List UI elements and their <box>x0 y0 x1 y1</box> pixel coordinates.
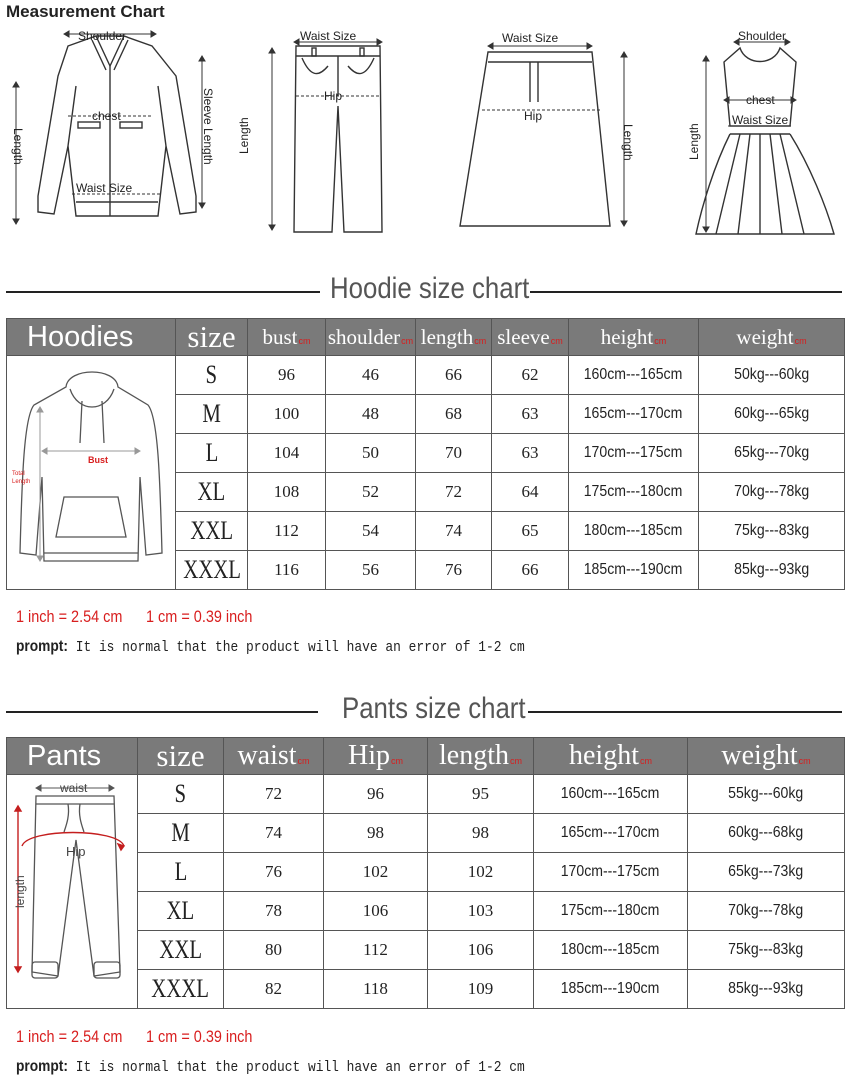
weight-cell: 75kg---83kg <box>699 512 845 551</box>
dress-waist-label: Waist Size <box>732 113 789 127</box>
shoulder-cell: 48 <box>326 395 416 434</box>
shoulder-cell: 50 <box>326 434 416 473</box>
length-cell: 72 <box>416 473 492 512</box>
pants-image <box>7 775 138 1009</box>
header-length: lengthcm <box>428 738 534 775</box>
weight-cell: 70kg---78kg <box>688 892 845 931</box>
height-cell: 170cm---175cm <box>534 853 688 892</box>
size-cell: L <box>138 853 224 892</box>
waist-cell: 72 <box>224 775 324 814</box>
bust-cell: 116 <box>248 551 326 590</box>
hoodie-image <box>7 356 176 590</box>
weight-cell: 60kg---68kg <box>688 814 845 853</box>
pants-image-hip-label: Hip <box>65 844 86 859</box>
prompt-text: It is normal that the product will have an error of 1-2 cm <box>67 639 525 656</box>
header-length: lengthcm <box>416 319 492 356</box>
unit-label: cm <box>510 756 522 766</box>
weight-cell: 70kg---78kg <box>699 473 845 512</box>
unit-label: cm <box>391 756 403 766</box>
measurement-chart-title: Measurement Chart <box>6 2 165 21</box>
size-cell: M <box>138 814 224 853</box>
length-cell: 95 <box>428 775 534 814</box>
height-cell: 160cm---165cm <box>534 775 688 814</box>
length-cell: 106 <box>428 931 534 970</box>
pants-header-row <box>7 738 845 775</box>
length-label: Length <box>11 479 30 485</box>
heading-rule-left <box>6 711 318 713</box>
weight-cell: 65kg---73kg <box>688 853 845 892</box>
prompt-note <box>16 638 525 656</box>
sleeve-cell: 64 <box>492 473 569 512</box>
header-weight: weightcm <box>699 319 845 356</box>
pants-hip-label: Hip <box>324 89 343 103</box>
length-cell: 66 <box>416 356 492 395</box>
header-height: heightcm <box>569 319 699 356</box>
header-bust: bustcm <box>248 319 326 356</box>
table-row <box>7 356 845 395</box>
bust-cell: 104 <box>248 434 326 473</box>
dress-shoulder-label: Shoulder <box>738 29 787 43</box>
skirt-waist-label: Waist Size <box>502 31 559 45</box>
weight-cell: 65kg---70kg <box>699 434 845 473</box>
bust-cell: 100 <box>248 395 326 434</box>
size-cell: XXXL <box>138 970 224 1009</box>
weight-cell: 75kg---83kg <box>688 931 845 970</box>
header-waist: waistcm <box>224 738 324 775</box>
size-cell: XL <box>138 892 224 931</box>
sleeve-cell: 63 <box>492 434 569 473</box>
bust-label: Bust <box>87 455 108 465</box>
size-cell: XXL <box>138 931 224 970</box>
unit-label: cm <box>401 335 414 346</box>
header-weight: weightcm <box>688 738 845 775</box>
size-cell: XXL <box>176 512 248 551</box>
heading-rule-right <box>528 711 842 713</box>
prompt-text: It is normal that the product will have an error of 1-2 cm <box>67 1059 525 1076</box>
height-cell: 165cm---170cm <box>534 814 688 853</box>
shoulder-cell: 52 <box>326 473 416 512</box>
pants-length-label: Length <box>237 117 251 154</box>
unit-label: cm <box>794 335 807 346</box>
hoodie-size-chart-title: Hoodie size chart <box>330 272 530 305</box>
height-cell: 170cm---175cm <box>569 434 699 473</box>
skirt-measurement-figure <box>452 26 642 236</box>
header-shoulder: shouldercm <box>326 319 416 356</box>
prompt-note <box>16 1058 525 1076</box>
length-cell: 70 <box>416 434 492 473</box>
sleeve-cell: 63 <box>492 395 569 434</box>
skirt-hip-label: Hip <box>524 109 543 123</box>
weight-cell: 60kg---65kg <box>699 395 845 434</box>
size-cell: S <box>138 775 224 814</box>
hip-cell: 102 <box>324 853 428 892</box>
dress-chest-label: chest <box>746 93 775 107</box>
heading-rule-left <box>6 291 320 293</box>
inch-to-cm-note: 1 inch = 2.54 cm <box>16 1027 123 1046</box>
table-row <box>7 775 845 814</box>
header-size: size <box>138 738 224 775</box>
bust-cell: 108 <box>248 473 326 512</box>
height-cell: 180cm---185cm <box>569 512 699 551</box>
length-cell: 74 <box>416 512 492 551</box>
cm-to-inch-note: 1 cm = 0.39 inch <box>146 1027 253 1046</box>
waist-cell: 78 <box>224 892 324 931</box>
shoulder-cell: 46 <box>326 356 416 395</box>
weight-cell: 55kg---60kg <box>688 775 845 814</box>
waist-cell: 80 <box>224 931 324 970</box>
height-cell: 180cm---185cm <box>534 931 688 970</box>
unit-label: cm <box>654 335 667 346</box>
inch-to-cm-note: 1 inch = 2.54 cm <box>16 607 123 626</box>
hoodie-header-row <box>7 319 845 356</box>
height-cell: 185cm---190cm <box>534 970 688 1009</box>
height-cell: 160cm---165cm <box>569 356 699 395</box>
hip-cell: 98 <box>324 814 428 853</box>
weight-cell: 85kg---93kg <box>688 970 845 1009</box>
height-cell: 165cm---170cm <box>569 395 699 434</box>
sleeve-cell: 65 <box>492 512 569 551</box>
jacket-length-label: Length <box>11 128 25 165</box>
unit-label: cm <box>298 335 311 346</box>
height-cell: 175cm---180cm <box>534 892 688 931</box>
waist-cell: 76 <box>224 853 324 892</box>
height-cell: 175cm---180cm <box>569 473 699 512</box>
hip-cell: 106 <box>324 892 428 931</box>
hoodie-section-heading <box>0 272 847 312</box>
shoulder-cell: 56 <box>326 551 416 590</box>
jacket-measurement-figure <box>6 26 216 232</box>
length-cell: 102 <box>428 853 534 892</box>
length-cell: 68 <box>416 395 492 434</box>
size-cell: M <box>176 395 248 434</box>
length-cell: 76 <box>416 551 492 590</box>
pants-measurement-figure <box>237 26 392 236</box>
header-height: heightcm <box>534 738 688 775</box>
shoulder-cell: 54 <box>326 512 416 551</box>
size-cell: L <box>176 434 248 473</box>
header-hip: Hipcm <box>324 738 428 775</box>
height-cell: 185cm---190cm <box>569 551 699 590</box>
waist-cell: 82 <box>224 970 324 1009</box>
hoodie-size-table <box>6 318 845 590</box>
header-size: size <box>176 319 248 356</box>
hip-cell: 118 <box>324 970 428 1009</box>
pants-waist-label: Waist Size <box>300 29 357 43</box>
bust-cell: 96 <box>248 356 326 395</box>
pants-size-table <box>6 737 845 1009</box>
prompt-label: prompt: <box>16 1058 68 1075</box>
unit-label: cm <box>474 335 487 346</box>
length-cell: 109 <box>428 970 534 1009</box>
hoodie-category-header: Hoodies <box>7 319 176 356</box>
length-cell: 98 <box>428 814 534 853</box>
header-sleeve: sleevecm <box>492 319 569 356</box>
jacket-waist-label: Waist Size <box>76 181 133 195</box>
pants-section-heading <box>0 692 847 732</box>
unit-label: cm <box>297 756 310 766</box>
sleeve-cell: 62 <box>492 356 569 395</box>
sleeve-cell: 66 <box>492 551 569 590</box>
jacket-sleeve-label: Sleeve Length <box>201 88 215 165</box>
dress-measurement-figure <box>684 26 844 240</box>
pants-category-header: Pants <box>7 738 138 775</box>
prompt-label: prompt: <box>16 638 68 655</box>
jacket-chest-label: chest <box>92 109 121 123</box>
size-cell: S <box>176 356 248 395</box>
bust-cell: 112 <box>248 512 326 551</box>
unit-label: cm <box>550 335 563 346</box>
pants-image-length-label: length <box>12 875 27 908</box>
size-cell: XL <box>176 473 248 512</box>
dress-length-label: Length <box>687 123 701 160</box>
pants-size-chart-title: Pants size chart <box>342 692 526 725</box>
weight-cell: 50kg---60kg <box>699 356 845 395</box>
total-label: Total <box>11 471 25 477</box>
heading-rule-right <box>530 291 842 293</box>
unit-label: cm <box>640 756 652 766</box>
weight-cell: 85kg---93kg <box>699 551 845 590</box>
cm-to-inch-note: 1 cm = 0.39 inch <box>146 607 253 626</box>
pants-image-waist-label: waist <box>59 781 87 795</box>
skirt-length-label: Length <box>621 124 635 161</box>
length-cell: 103 <box>428 892 534 931</box>
waist-cell: 74 <box>224 814 324 853</box>
hip-cell: 96 <box>324 775 428 814</box>
size-cell: XXXL <box>176 551 248 590</box>
jacket-shoulder-label: Shoulder <box>78 29 127 43</box>
hip-cell: 112 <box>324 931 428 970</box>
unit-label: cm <box>798 756 811 766</box>
